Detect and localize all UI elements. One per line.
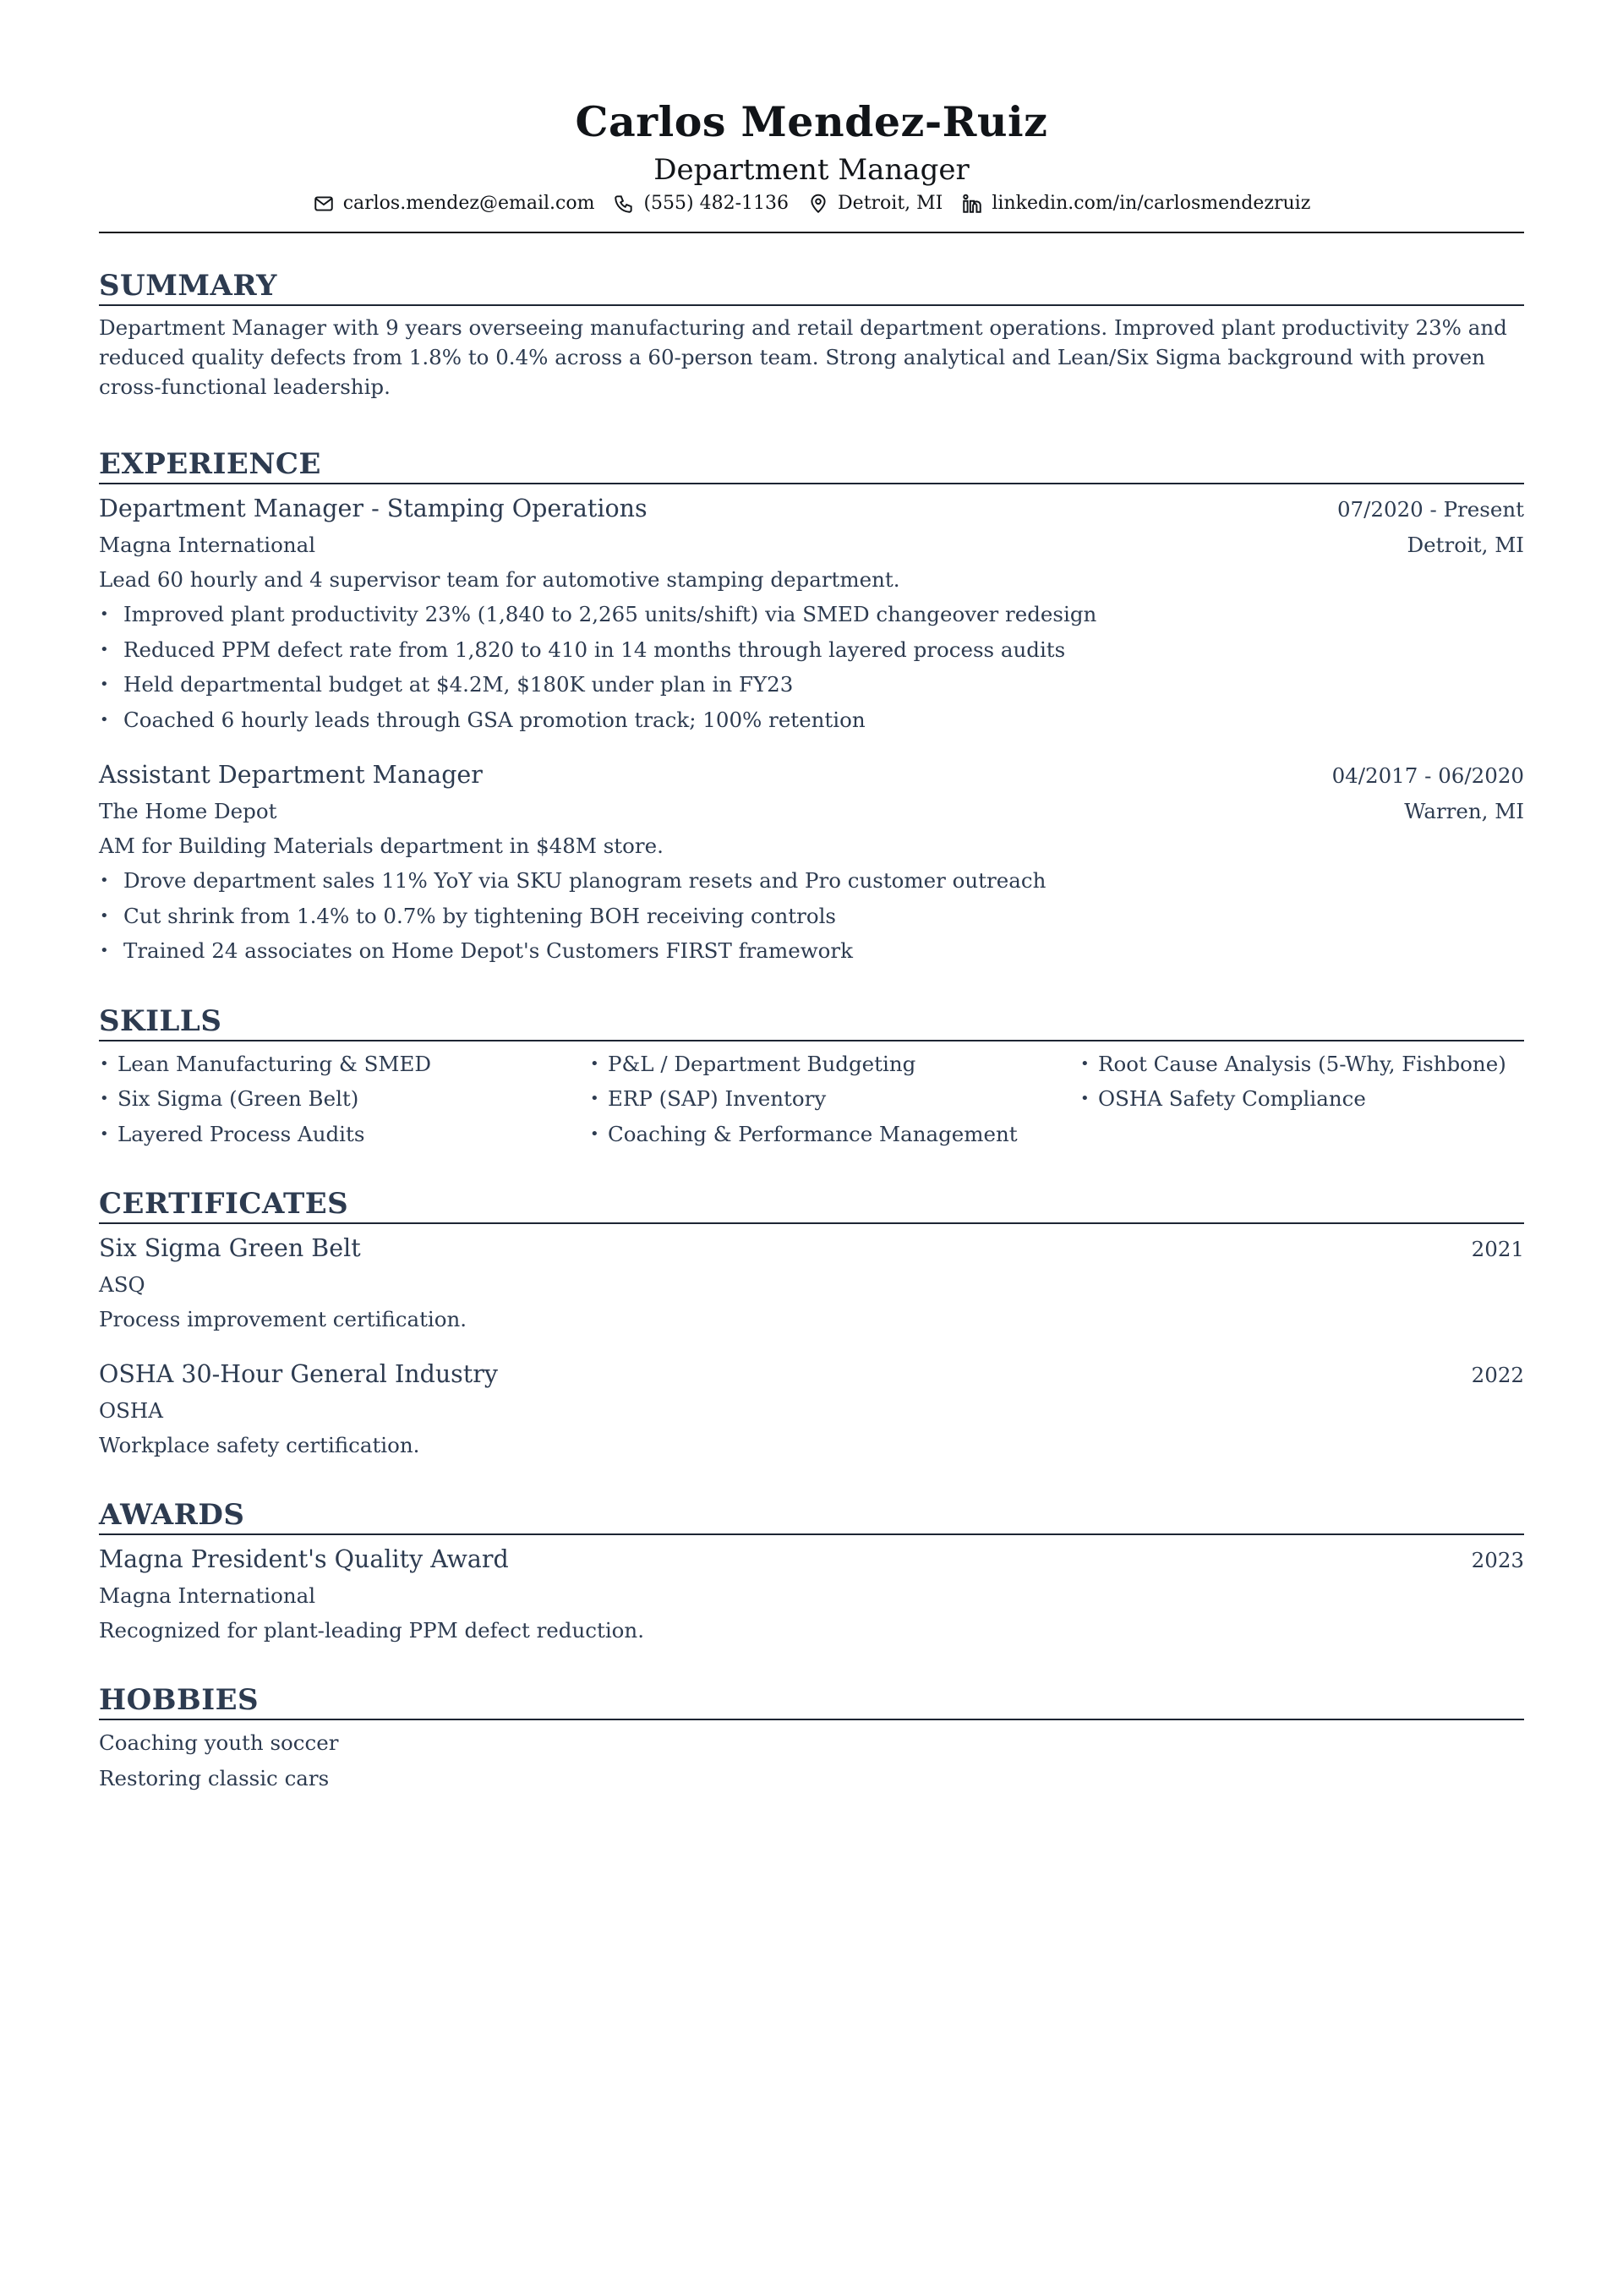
skills-section bbox=[99, 1003, 1524, 1152]
phone-text: (555) 482-1136 bbox=[643, 193, 790, 214]
experience-section bbox=[99, 446, 1524, 969]
skill-item: • Coaching & Performance Management bbox=[589, 1117, 1079, 1152]
hobby-item: Coaching youth soccer bbox=[99, 1730, 339, 1755]
section-heading: AWARDS bbox=[99, 1496, 1524, 1535]
contact-email[interactable] bbox=[313, 191, 595, 216]
skill-item: • Lean Manufacturing & SMED bbox=[99, 1047, 589, 1082]
award-name: Magna President's Quality Award bbox=[99, 1545, 509, 1573]
award-entry bbox=[99, 1542, 1524, 1648]
resume-header bbox=[99, 95, 1524, 233]
job-dates: 04/2017 - 06/2020 bbox=[1331, 763, 1524, 788]
job-company: Magna International bbox=[99, 533, 316, 557]
certificate-entry bbox=[99, 1231, 1524, 1337]
job-entry bbox=[99, 757, 1524, 969]
job-company: The Home Depot bbox=[99, 799, 277, 823]
candidate-title: Department Manager bbox=[653, 153, 970, 187]
certificate-issuer: ASQ bbox=[99, 1272, 145, 1297]
list-item: • Held departmental budget at $4.2M, $180K under plan in FY23 bbox=[99, 667, 1524, 702]
job-description: Lead 60 hourly and 4 supervisor team for automotive stamping department. bbox=[99, 567, 900, 592]
contact-phone[interactable] bbox=[613, 191, 789, 216]
list-item: • Trained 24 associates on Home Depot's Customers FIRST framework bbox=[99, 933, 1524, 969]
candidate-name: Carlos Mendez-Ruiz bbox=[575, 97, 1048, 146]
job-title: Assistant Department Manager bbox=[99, 761, 483, 789]
list-item: • Coached 6 hourly leads through GSA promotion track; 100% retention bbox=[99, 702, 1524, 738]
job-title: Department Manager - Stamping Operations bbox=[99, 495, 648, 522]
award-year: 2023 bbox=[1471, 1548, 1524, 1572]
section-heading: CERTIFICATES bbox=[99, 1185, 1524, 1224]
job-bullets bbox=[99, 597, 1524, 737]
location-text: Detroit, MI bbox=[838, 193, 943, 214]
section-heading: SUMMARY bbox=[99, 267, 1524, 306]
mail-icon bbox=[313, 193, 335, 215]
job-location: Warren, MI bbox=[1404, 799, 1524, 823]
certificate-issuer: OSHA bbox=[99, 1398, 163, 1423]
certificate-year: 2021 bbox=[1471, 1237, 1524, 1261]
summary-text: Department Manager with 9 years overseeing manufacturing and retail department operations. Improved plant productivity 23% and reduced quality defects from 1.8% to 0.4% across a 60-person team. Strong analytical and Lean/Six Sigma background with proven cross-functional leadership. bbox=[99, 315, 1507, 399]
skill-item: • Layered Process Audits bbox=[99, 1117, 589, 1152]
section-heading: HOBBIES bbox=[99, 1681, 1524, 1720]
certificate-entry bbox=[99, 1357, 1524, 1462]
certificate-name: Six Sigma Green Belt bbox=[99, 1234, 361, 1262]
award-description: Recognized for plant-leading PPM defect reduction. bbox=[99, 1618, 644, 1643]
certificate-year: 2022 bbox=[1471, 1363, 1524, 1387]
list-item: • Reduced PPM defect rate from 1,820 to 410 in 14 months through layered process audits bbox=[99, 632, 1524, 668]
skill-item: • P&L / Department Budgeting bbox=[589, 1047, 1079, 1082]
awards-section bbox=[99, 1496, 1524, 1648]
hobbies-section bbox=[99, 1681, 1524, 1796]
linkedin-icon bbox=[961, 193, 983, 215]
phone-icon bbox=[613, 193, 635, 215]
skill-item: • Root Cause Analysis (5-Why, Fishbone) bbox=[1079, 1047, 1570, 1082]
skill-item: • ERP (SAP) Inventory bbox=[589, 1081, 1079, 1117]
job-dates: 07/2020 - Present bbox=[1336, 497, 1524, 522]
certificates-section bbox=[99, 1185, 1524, 1462]
job-description: AM for Building Materials department in $48M store. bbox=[99, 834, 664, 858]
list-item: • Drove department sales 11% YoY via SKU planogram resets and Pro customer outreach bbox=[99, 863, 1524, 899]
contact-linkedin[interactable] bbox=[961, 191, 1310, 216]
section-heading: SKILLS bbox=[99, 1003, 1524, 1041]
certificate-description: Workplace safety certification. bbox=[99, 1433, 420, 1457]
map-pin-icon bbox=[807, 193, 829, 215]
skill-item: • Six Sigma (Green Belt) bbox=[99, 1081, 589, 1117]
hobby-item: Restoring classic cars bbox=[99, 1765, 330, 1790]
summary-section bbox=[99, 267, 1524, 402]
certificate-name: OSHA 30-Hour General Industry bbox=[99, 1360, 498, 1388]
certificate-description: Process improvement certification. bbox=[99, 1307, 467, 1331]
contact-bar bbox=[99, 191, 1524, 216]
header-divider bbox=[99, 232, 1524, 233]
contact-location bbox=[807, 191, 943, 216]
job-bullets bbox=[99, 863, 1524, 969]
skill-item: • OSHA Safety Compliance bbox=[1079, 1081, 1570, 1117]
list-item: • Cut shrink from 1.4% to 0.7% by tightening BOH receiving controls bbox=[99, 899, 1524, 934]
award-issuer: Magna International bbox=[99, 1583, 316, 1608]
section-heading: EXPERIENCE bbox=[99, 446, 1524, 484]
email-text: carlos.mendez@email.com bbox=[342, 193, 595, 214]
list-item: • Improved plant productivity 23% (1,840 to 2,265 units/shift) via SMED changeover redesign bbox=[99, 597, 1524, 632]
skills-grid bbox=[99, 1047, 1524, 1152]
linkedin-text: linkedin.com/in/carlosmendezruiz bbox=[992, 193, 1311, 214]
job-entry bbox=[99, 491, 1524, 737]
job-location: Detroit, MI bbox=[1407, 533, 1524, 557]
hobbies-list bbox=[99, 1725, 1524, 1796]
